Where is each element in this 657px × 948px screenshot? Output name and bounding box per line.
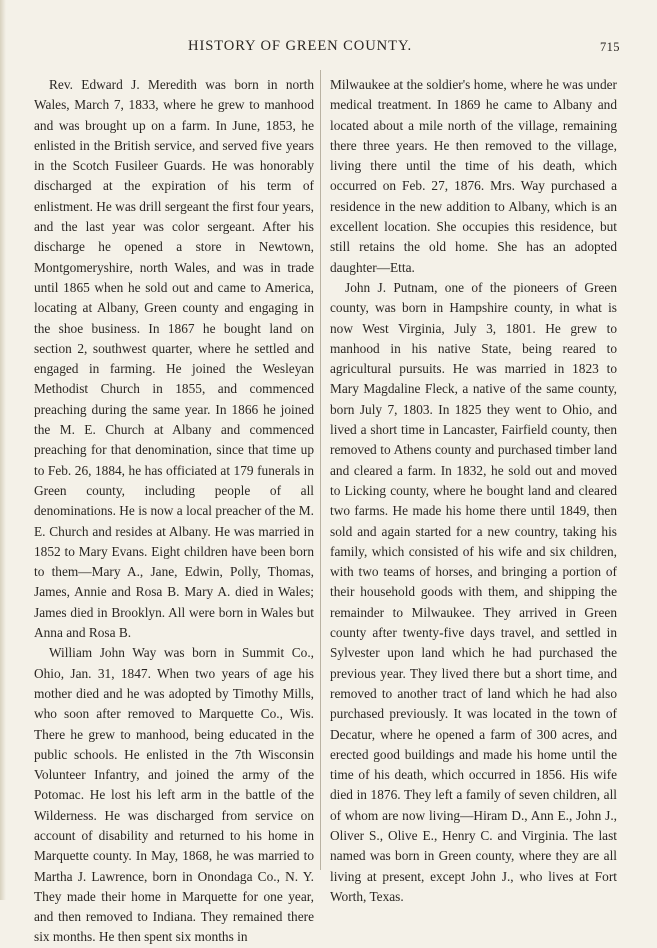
page-gutter-shadow — [0, 0, 6, 900]
paragraph-way-continued: Milwaukee at the soldier's home, where he was under medical treatment. In 1869 he came to Albany and located about a mile north of the village, remaining there three years. He then removed to the village, living there until the time of his death, which occurred on Feb. 27, 1876. Mrs. Way purchased a residence in the new addition to Albany, which is an excellent location. She occupies this residence, but still retains the old home. She has an adopted daughter—Etta. — [330, 77, 617, 275]
paragraph-meredith: Rev. Edward J. Meredith was born in north Wales, March 7, 1833, where he grew to manhood and was brought up on a farm. In June, 1853, he enlisted in the British service, and served five years in the Scotch Fusileer Guards. He was honorably discharged at the expiration of his term of enlistment. He was drill sergeant the first four years, and the last year was color sergeant. After his discharge he opened a store in Newtown, Montgomeryshire, north Wales, and was in trade until 1865 when he sold out and came to America, locating at Albany, Green county and engaging in the shoe business. In 1867 he bought land on section 2, southwest quarter, where he settled and engaged in farming. He joined the Wesleyan Methodist Church in 1855, and commenced preaching during the same year. In 1866 he joined the M. E. Church at Albany and commenced preaching for that denomination, since that time up to Feb. 26, 1884, he has officiated at 179 funerals in Green county, including people of all denominations. He is now a local preacher of the M. E. Church and resides at Albany. He was married in 1852 to Mary Evans. Eight children have been born to them—Mary A., Jane, Edwin, Polly, Thomas, James, Annie and Rosa B. Mary A. died in Wales; James died in Brooklyn. All were born in Wales but Anna and Rosa B. — [34, 77, 314, 641]
column-divider — [320, 70, 321, 870]
running-title: HISTORY OF GREEN COUNTY. — [188, 38, 413, 54]
left-column — [34, 75, 314, 948]
paragraph-way: William John Way was born in Summit Co., Ohio, Jan. 31, 1847. When two years of age his mother died and he was adopted by Timothy Mills, who soon after removed to Marquette Co., Wis. There he grew to manhood, being educated in the public schools. He enlisted in the 7th Wisconsin Volunteer Infantry, and joined the army of the Potomac. He lost his left arm in the battle of the Wilderness. He was discharged from service on account of disability and returned to his home in Marquette county. In May, 1868, he was married to Martha J. Lawrence, born in Onondaga Co., N. Y. They made their home in Marquette for one year, and then removed to Indiana. They remained there six months. He then spent six months in — [34, 645, 314, 945]
paragraph-putnam: John J. Putnam, one of the pioneers of Green county, was born in Hampshire county, in what is now West Virginia, July 3, 1801. He grew to manhood in his native State, being reared to agricultural pursuits. He was married in 1823 to Mary Magdaline Fleck, a native of the same county, born July 7, 1803. In 1825 they went to Ohio, and lived a short time in Lancaster, Fairfield county, then removed to Athens county and purchased timber land and cleared a farm. In 1832, he sold out and moved to Licking county, where he bought land and cleared two farms. He made his home there until 1849, then sold and again started for a new country, taking his family, which consisted of his wife and six children, with two teams of horses, and bringing a portion of their household goods with them, and shipping the remainder to Milwaukee. They arrived in Green county after twenty-five days travel, and settled in Sylvester upon land which he had purchased the previous year. They lived there but a short time, and removed to another tract of land which he had also purchased previously. It was located in the town of Decatur, where he opened a farm of 300 acres, and erected good buildings and made his home until the time of his death, which occurred in 1856. His wife died in 1876. They left a family of seven children, all of whom are now living—Hiram D., Ann E., John J., Oliver S., Olive E., Henry C. and Virginia. The last named was born in Green county, where they are all living at present, except John J., who lives at Fort Worth, Texas. — [330, 279, 617, 904]
right-column — [330, 75, 617, 907]
page-number: 715 — [600, 40, 620, 54]
running-header — [0, 38, 657, 58]
